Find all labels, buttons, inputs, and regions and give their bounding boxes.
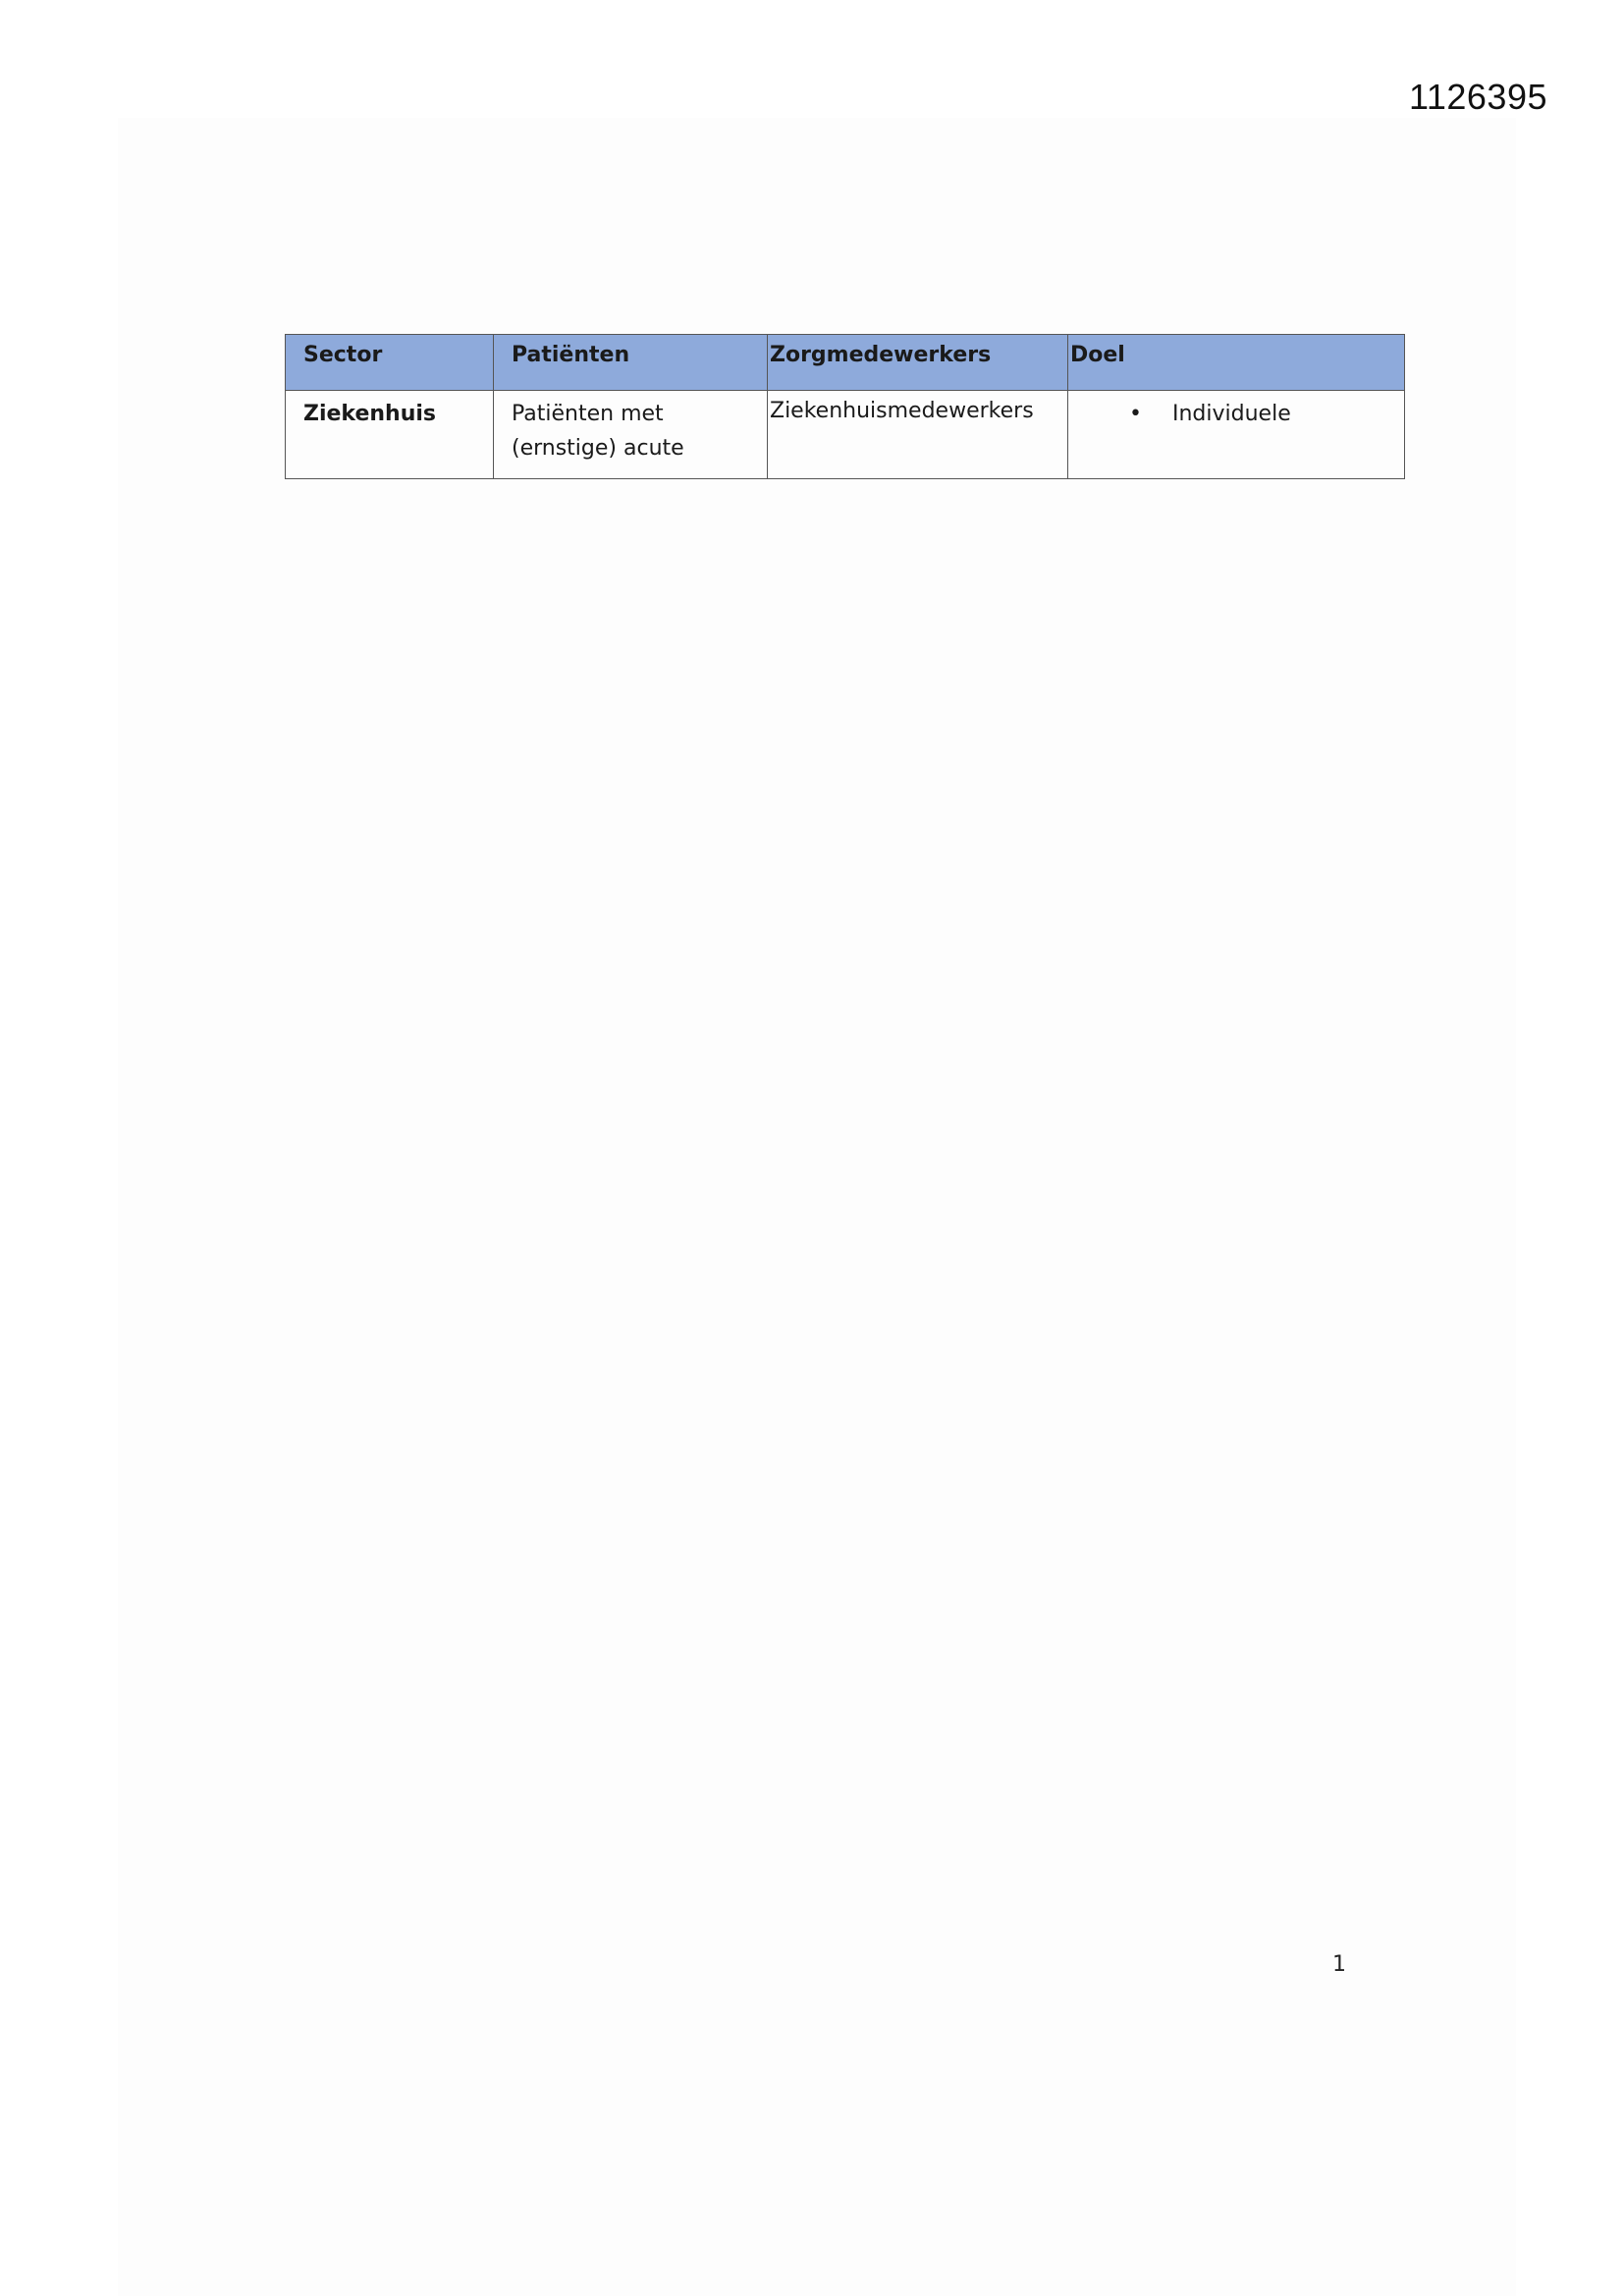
table-header-row xyxy=(286,335,1405,391)
bullet-icon: • xyxy=(1129,402,1142,426)
cell-sector: Ziekenhuis xyxy=(286,391,494,479)
document-id: 1126395 xyxy=(1409,77,1547,117)
doel-bullet-list xyxy=(1086,397,1404,431)
page-number: 1 xyxy=(1332,1952,1346,1977)
table-row xyxy=(286,391,1405,479)
header-doel: Doel xyxy=(1068,335,1405,391)
list-item xyxy=(1086,397,1404,431)
header-sector: Sector xyxy=(286,335,494,391)
cell-patienten-line2: (ernstige) acute xyxy=(512,436,684,461)
cell-zorgmedewerkers: Ziekenhuismedewerkers xyxy=(768,391,1068,479)
cell-patienten-line1: Patiënten met xyxy=(512,402,664,426)
cell-doel xyxy=(1068,391,1405,479)
doel-bullet-text: Individuele xyxy=(1172,402,1291,426)
data-table xyxy=(285,334,1405,479)
cell-patienten xyxy=(494,391,768,479)
header-patienten: Patiënten xyxy=(494,335,768,391)
header-zorgmedewerkers: Zorgmedewerkers xyxy=(768,335,1068,391)
